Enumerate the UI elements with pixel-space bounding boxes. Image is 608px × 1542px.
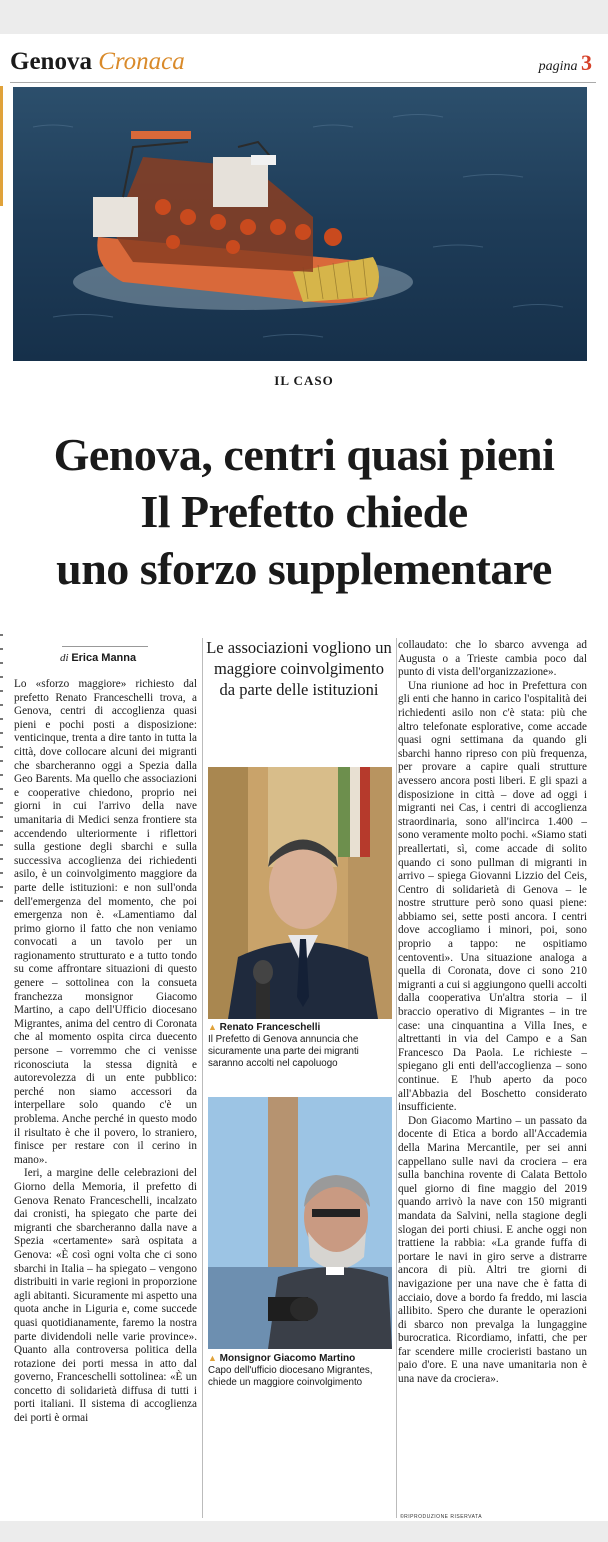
copyright-note: ©RIPRODUZIONE RISERVATA xyxy=(400,1514,483,1520)
triangle-icon: ▲ xyxy=(208,1353,217,1363)
byline xyxy=(60,652,136,664)
triangle-icon: ▲ xyxy=(208,1022,217,1032)
caption-text: Capo dell'ufficio diocesano Migrantes, chiede un maggiore coinvolgimento xyxy=(208,1365,373,1388)
page-label: pagina xyxy=(538,59,578,74)
newspaper-page xyxy=(0,34,608,1521)
byline-rule xyxy=(62,646,148,647)
paragraph: Una riunione ad hoc in Prefettura con gli enti che hanno in carico l'ospitalità dei richiedenti asilo non c'è stata: più che altro telefonate esplorative, come accade quasi ogni settimana da quando gli sbarchi hanno ripreso con più frequenza, per provare a capire quali strutture avessero ancora posti liberi. E gli spazi a disposizione in città – dove ad oggi i migranti nei Cas, i centri di accoglienza straordinaria, sono all'incirca 1.400 – sono veramente molto pochi. «Siamo stati preallertati, sì, come accade di solito quando ci sono pullman di migranti in arrivo – spiega Giovanni Lizzio del Ceis, Centro di solidarietà di Genova – le nostre strutture però sono quasi piene: abbiamo sei, sette posti ancora. I centri dove accogliamo i minori, poi, sono proprio a tappo: ne ospitiamo centoventi». Una situazione analoga a quella di Coronata, dove ci sono 210 migranti a cui si aggiungono quelli accolti dalla cooperativa Un'altra storia – il braccio operativo di Migrantes – in tre case: una cinquantina a Villa Ines, e altrettanti in via del Campo e a San Francesco Da Paola. Le richieste – spiegano gli enti dell'accoglienza – sono continue. E l'hub aperto da poco all'Abbazia del Boschetto considerato insufficiente. xyxy=(398,679,587,1114)
byline-prefix: di xyxy=(60,652,69,664)
photo-caption xyxy=(208,1021,392,1070)
rescue-boat-photo xyxy=(13,87,587,361)
caption-name: Monsignor Giacomo Martino xyxy=(219,1353,356,1364)
trimmed-edge-marks xyxy=(0,634,3,1514)
headline-line: Il Prefetto chiede xyxy=(140,486,468,537)
paragraph: Lo «sforzo maggiore» richiesto dal prefetto Renato Franceschelli trova, a Genova, centri di accoglienza quasi pieni e pochi posti a disposizione: venticinque, trenta a dire tanto in tutta la città, dove collocare alcuni dei migranti che sbarcheranno oggi a Spezia dalla Geo Barents. Ma quello che associazioni e cooperative chiedono, proprio nei giorni in cui l'arrivo della nave umanitaria di Medici senza frontiere sta accendendo ulteriormente i riflettori sulla gestione degli sbarchi e sulla successiva accoglienza dei richiedenti asilo, è un coinvolgimento maggiore da parte delle istituzioni: e non sull'onda dell'emergenza del momento, che poi emergenza non è. «Lamentiamo dal primo giorno il fatto che non veniamo convocati a un tavolo per un ragionamento strutturato e a tutto tondo su come affrontare situazioni di questo genere – sottolinea con la consueta franchezza monsignor Giacomo Martino, a capo dell'Ufficio diocesano Migrantes, anima del centro di Coronata che al momento ospita circa duecento persone – vorremmo che ci venisse riconosciuta la stessa dignità e autorevolezza di un ente pubblico: perché non siamo accessori da interpellare solo quando c'è un problema. Anche perché in questo modo il risultato è che il povero, lo straniero, finisce per restare con il cerino in mano». xyxy=(14,678,197,1166)
author-name: Erica Manna xyxy=(71,652,137,664)
header-section: Cronaca xyxy=(98,48,185,75)
page-number xyxy=(539,50,592,76)
paragraph: collaudato: che lo sbarco avvenga ad Augusta o a Trieste cambia poco dal punto di vista dell'organizzazione». xyxy=(398,639,587,679)
paragraph: Ieri, a margine delle celebrazioni del Giorno della Memoria, il prefetto di Genova Renato Franceschelli, incalzato dai cronisti, ha spiegato che parte dei migranti che sbarcheranno dalla nave a Spezia «certamente» sarà ospitata a Genova: «È così ogni volta che ci sono sbarchi in Italia – ha spiegato – vengono distribuiti in varie regioni in proporzione agli abitanti. Sicuramente mi aspetto una quota anche in Liguria e, come succede quasi quotidianamente, faremo la nostra parte dividendoli nelle varie province». Quanto alla controversa politica della rotazione dei porti messa in atto dal governo, Franceschelli sottolinea: «È un concetto di solidarietà diffusa di tutti i porti italiani. Il sistema di accoglienza dei porti è ormai xyxy=(14,1167,197,1425)
martino-portrait-photo xyxy=(208,1097,392,1349)
article-column-1 xyxy=(14,678,197,1426)
column-divider xyxy=(202,638,203,1518)
photo-caption xyxy=(208,1352,392,1389)
margin-accent xyxy=(0,86,3,206)
article-column-3 xyxy=(398,639,587,1387)
caption-text: Il Prefetto di Genova annuncia che sicuramente una parte dei migranti saranno accolti nel capoluogo xyxy=(208,1034,359,1069)
paragraph: Don Giacomo Martino – un passato da docente di Etica a bordo all'Accademia della Marina Mercantile, per sei anni cappellano sulle navi da crociera – era sulla banchina rovente di Calata Bettolo quel giorno di fine maggio del 2019 quando arrivò la nave con 150 migranti mandata da Salvini, nella stagione degli slogan dei porti chiusi. E anche oggi non trattiene la rabbia: «La grande fuffa di portare le navi in giro serve a distrarre ancora di più. Altri tre giorni di navigazione per una nave che è fatta di acciaio, dove a bordo fa freddo, mi lascia allibito. Spero che durante le operazioni di sbarco non prevalga la lungaggine burocratica. Ricordiamo, infatti, che per far scendere mille crocieristi bastano un paio d'ore. E una nave umanitaria non è una nave da crociera». xyxy=(398,1114,587,1386)
article-headline xyxy=(0,426,608,597)
header-city: Genova xyxy=(10,48,92,75)
page-header xyxy=(10,46,596,83)
franceschelli-portrait-photo xyxy=(208,767,392,1019)
page-number-value: 3 xyxy=(581,50,592,75)
header-title xyxy=(10,48,185,76)
pullquote: Le associazioni vogliono un maggiore coinvolgimento da parte delle istituzioni xyxy=(206,638,392,699)
column-divider xyxy=(396,638,397,1518)
headline-line: Genova, centri quasi pieni xyxy=(53,429,555,480)
article-kicker: IL CASO xyxy=(274,373,334,388)
caption-name: Renato Franceschelli xyxy=(219,1022,321,1033)
headline-line: uno sforzo supplementare xyxy=(56,543,552,594)
